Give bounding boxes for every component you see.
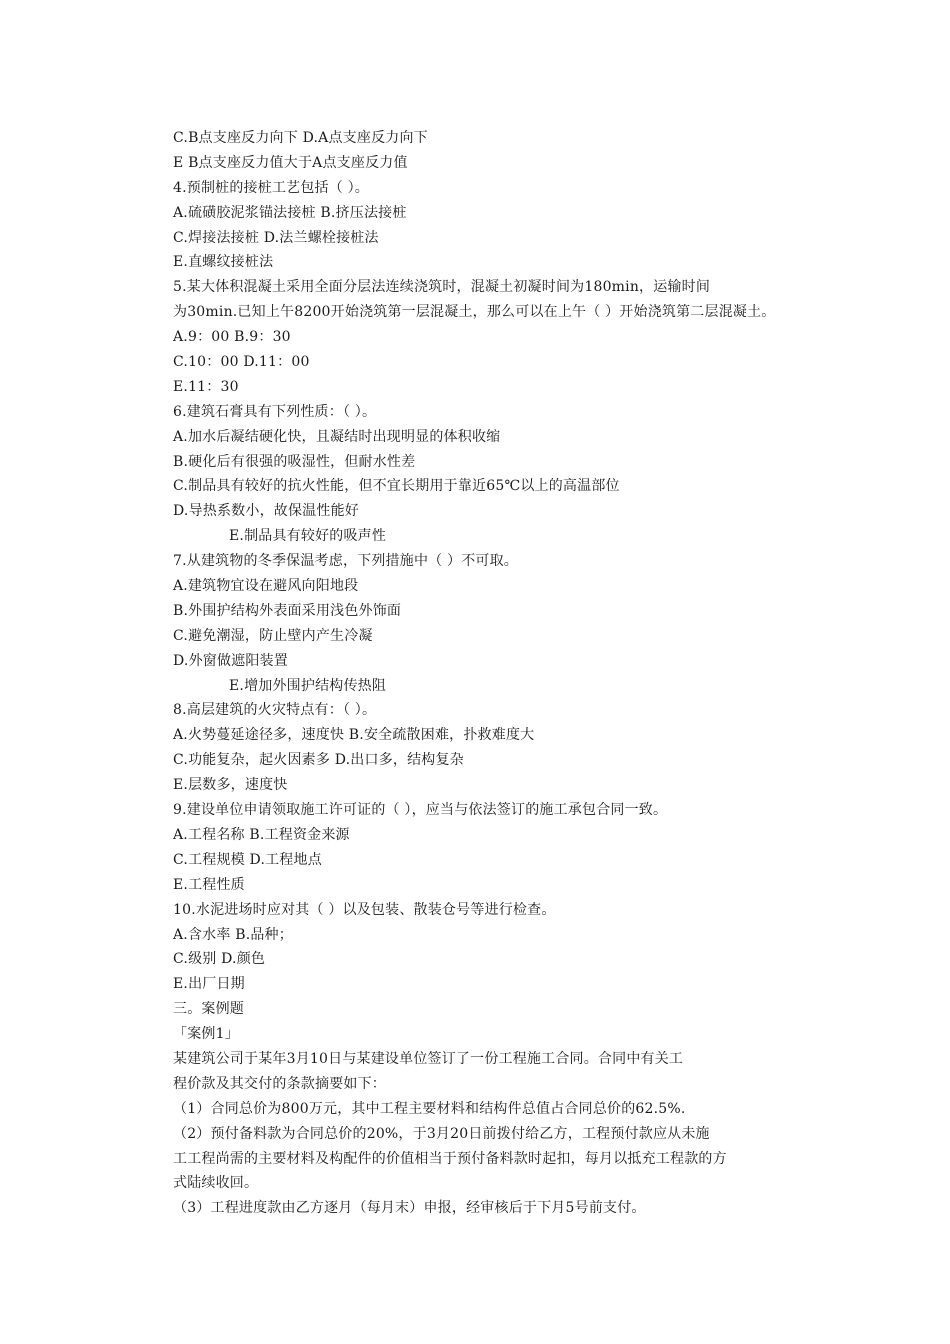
- option-line: C.10：00 D.11：00: [173, 354, 310, 371]
- option-line: E.增加外围护结构传热阻: [229, 677, 387, 694]
- option-line: A.工程名称 B.工程资金来源: [173, 826, 350, 843]
- question-line: 6.建筑石膏具有下列性质：（ ）。: [173, 403, 377, 420]
- question-line: 4.预制桩的接桩工艺包括（ ）。: [173, 179, 370, 196]
- paragraph-line: （2）预付备料款为合同总价的20%，于3月20日前拨付给乙方，工程预付款应从未施: [173, 1125, 710, 1142]
- option-line: E.出厂日期: [173, 976, 245, 993]
- option-line: C.功能复杂，起火因素多 D.出口多，结构复杂: [173, 752, 464, 769]
- question-line: 10.水泥进场时应对其（ ）以及包装、散装仓号等进行检查。: [173, 901, 556, 918]
- option-line: E.直螺纹接桩法: [173, 254, 274, 271]
- question-line: 9.建设单位申请领取施工许可证的（ ），应当与依法签订的施工承包合同一致。: [173, 802, 668, 819]
- option-line: A.火势蔓延途径多，速度快 B.安全疏散困难，扑救难度大: [173, 727, 535, 744]
- option-line: D.导热系数小，故保温性能好: [173, 503, 359, 520]
- paragraph-line: 程价款及其交付的条款摘要如下：: [173, 1075, 386, 1092]
- option-line: C.级别 D.颜色: [173, 951, 266, 968]
- text-line: E B点支座反力值大于A点支座反力值: [173, 154, 408, 171]
- option-line: B.硬化后有很强的吸湿性，但耐水性差: [173, 453, 416, 470]
- paragraph-line: （3）工程进度款由乙方逐月（每月末）申报，经审核后于下月5号前支付。: [173, 1200, 646, 1217]
- question-line: 为30min.已知上午8200开始浇筑第一层混凝土，那么可以在上午（ ）开始浇筑第二层混凝土。: [173, 304, 776, 321]
- option-line: A.硫磺胶泥浆锚法接桩 B.挤压法接桩: [173, 204, 407, 221]
- option-line: C.制品具有较好的抗火性能，但不宜长期用于靠近65℃以上的高温部位: [173, 478, 620, 495]
- option-line: E.层数多，速度快: [173, 777, 288, 794]
- option-line: B.外围护结构外表面采用浅色外饰面: [173, 602, 402, 619]
- option-line: A.加水后凝结硬化快，且凝结时出现明显的体积收缩: [173, 428, 501, 445]
- option-line: E.工程性质: [173, 876, 245, 893]
- case-title: 「案例1」: [173, 1026, 239, 1043]
- question-line: 8.高层建筑的火灾特点有：（ ）。: [173, 702, 377, 719]
- paragraph-line: （1）合同总价为800万元，其中工程主要材料和结构件总值占合同总价的62.5%.: [173, 1100, 686, 1117]
- option-line: E.制品具有较好的吸声性: [229, 528, 387, 545]
- option-line: A.9：00 B.9：30: [173, 329, 291, 346]
- option-line: C.工程规模 D.工程地点: [173, 851, 322, 868]
- text-line: C.B点支座反力向下 D.A点支座反力向下: [173, 130, 428, 146]
- paragraph-line: 某建筑公司于某年3月10日与某建设单位签订了一份工程施工合同。合同中有关工: [173, 1050, 684, 1067]
- option-line: C.避免潮湿，防止壁内产生冷凝: [173, 627, 373, 644]
- option-line: A.建筑物宜设在避风向阳地段: [173, 578, 359, 595]
- paragraph-line: 工工程尚需的主要材料及构配件的价值相当于预付备料款时起扣，每月以抵充工程款的方: [173, 1150, 727, 1167]
- question-line: 5.某大体积混凝土采用全面分层法连续浇筑时，混凝土初凝时间为180min，运输时间: [173, 279, 711, 296]
- question-line: 7.从建筑物的冬季保温考虑，下列措施中（ ）不可取。: [173, 553, 519, 570]
- option-line: C.焊接法接桩 D.法兰螺栓接桩法: [173, 229, 379, 246]
- section-heading: 三。案例题: [173, 1001, 244, 1018]
- option-line: A.含水率 B.品种；: [173, 926, 293, 943]
- document-body: [173, 126, 833, 1221]
- option-line: D.外窗做遮阳装置: [173, 652, 288, 669]
- paragraph-line: 式陆续收回。: [173, 1175, 259, 1192]
- option-line: E.11：30: [173, 378, 239, 395]
